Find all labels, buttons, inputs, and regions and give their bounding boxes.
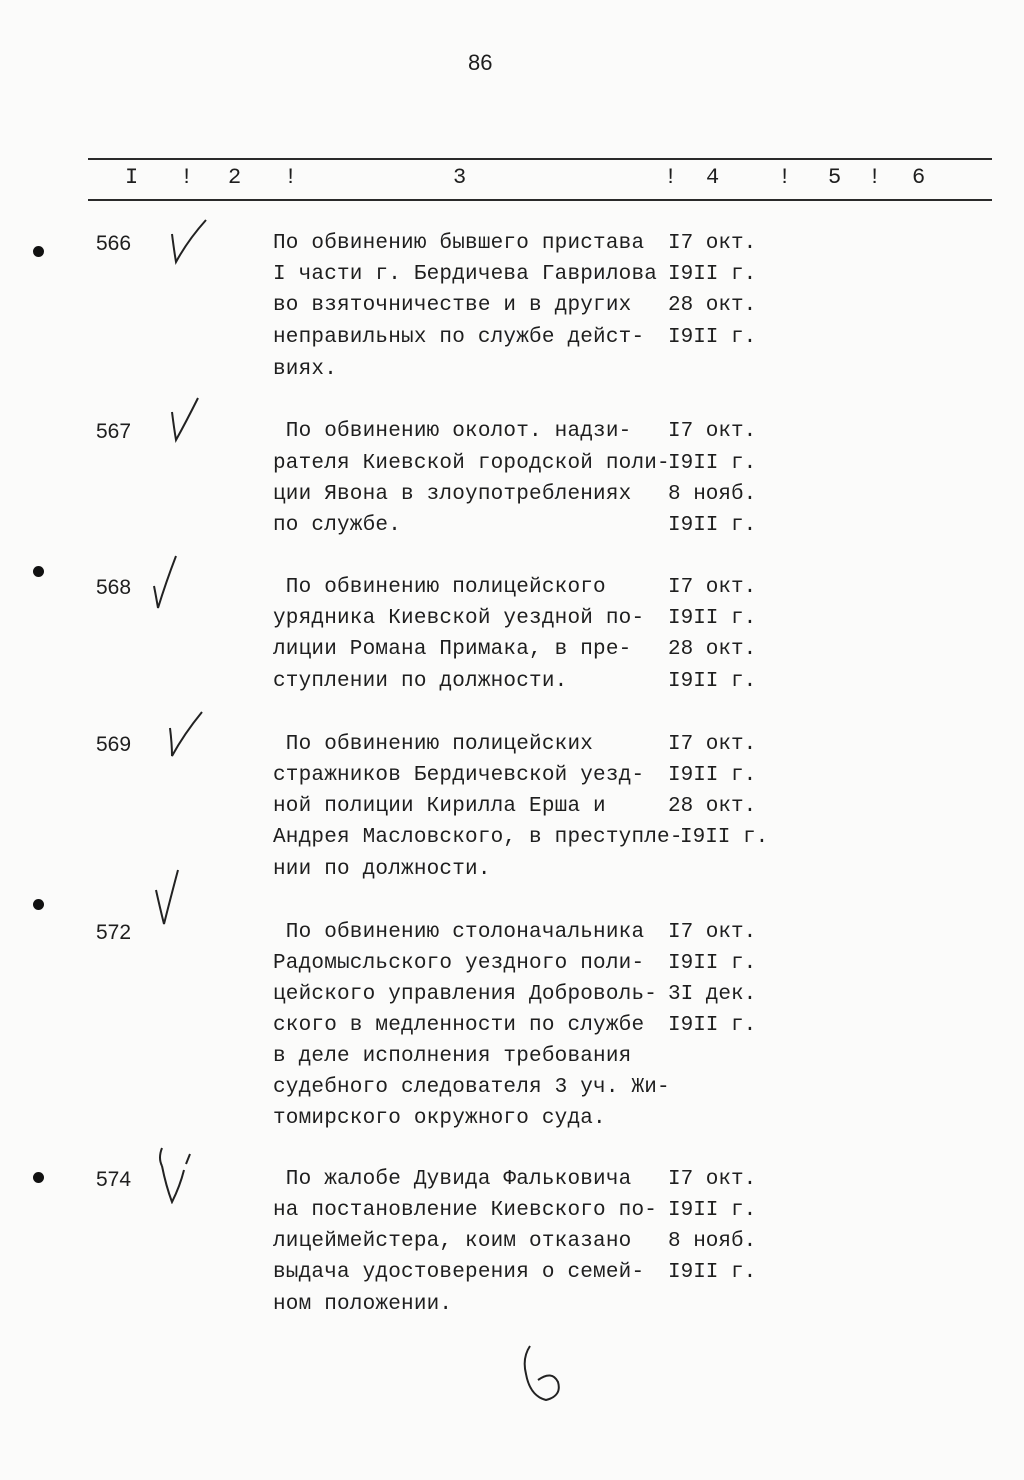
punch-hole xyxy=(33,899,44,910)
entry-date-line: I9II г. xyxy=(668,1014,757,1037)
entry-date-line: I7 окт. xyxy=(668,232,757,255)
entry-text-line: ского в медленности по службе xyxy=(273,1014,645,1037)
entry-text-line: По обвинению полицейских xyxy=(273,733,594,756)
entry-date-line: 28 окт. xyxy=(668,294,757,317)
header-top-rule xyxy=(88,158,992,160)
punch-hole xyxy=(33,246,44,257)
entry-text-line: По жалобе Дувида Фальковича xyxy=(273,1168,632,1191)
entry-number: 567 xyxy=(96,420,132,443)
entry-number: 568 xyxy=(96,576,132,599)
punch-hole xyxy=(33,1172,44,1183)
entry-date-line: I9II г. xyxy=(668,607,757,630)
entry-text-line: урядника Киевской уездной по- xyxy=(273,607,645,630)
entry-date-line: I9II г. xyxy=(668,263,757,286)
entry-text-line: судебного следователя 3 уч. Жи- xyxy=(273,1076,670,1099)
entry-text-line: По обвинению бывшего пристава xyxy=(273,232,645,255)
entry-date-line: I9II г. xyxy=(668,670,757,693)
column-header-6: 6 xyxy=(912,165,926,190)
entry-text-line: рателя Киевской городской поли- xyxy=(273,452,670,475)
entry-date-line: I9II г. xyxy=(668,952,757,975)
entry-date-line: I7 окт. xyxy=(668,921,757,944)
entry-text-line: лицеймейстера, коим отказано xyxy=(273,1230,632,1253)
entry-date-line: 3I дек. xyxy=(668,983,757,1006)
entry-text-line: Андрея Масловского, в преступле- xyxy=(273,826,683,849)
entry-text-line: неправильных по службе дейст- xyxy=(273,326,645,349)
entry-text-line: по службе. xyxy=(273,514,402,537)
header-bottom-rule xyxy=(88,199,992,201)
entry-date-line: I9II г. xyxy=(668,1261,757,1284)
entry-text-line: в деле исполнения требования xyxy=(273,1045,632,1068)
entry-date-line: 28 окт. xyxy=(668,795,757,818)
entry-number: 566 xyxy=(96,232,132,255)
punch-hole xyxy=(33,566,44,577)
entry-date-line: 8 нояб. xyxy=(668,483,757,506)
entry-text-line: во взяточничестве и в других xyxy=(273,294,632,317)
entry-date-line: I7 окт. xyxy=(668,420,757,443)
checkmark-icon xyxy=(150,868,210,928)
entry-text-line: По обвинению полицейского xyxy=(273,576,606,599)
entry-date-line: I9II г. xyxy=(668,326,757,349)
column-header-5: 5 xyxy=(828,165,842,190)
entry-text-line: лиции Романа Примака, в пре- xyxy=(273,638,632,661)
page-number: 86 xyxy=(468,50,493,75)
checkmark-icon xyxy=(150,392,210,452)
column-header-2: 2 xyxy=(228,165,242,190)
column-header-3: 3 xyxy=(453,165,467,190)
entry-date-line: I9II г. xyxy=(668,514,757,537)
entry-number: 574 xyxy=(96,1168,132,1191)
entry-date-line: I7 окт. xyxy=(668,576,757,599)
handwritten-mark-icon xyxy=(516,1340,566,1410)
checkmark-icon xyxy=(150,708,210,768)
entry-number: 569 xyxy=(96,733,132,756)
entry-text-line: По обвинению околот. надзи- xyxy=(273,420,632,443)
entry-text-line: томирского окружного суда. xyxy=(273,1107,606,1130)
entry-date-line: I9II г. xyxy=(668,452,757,475)
column-separator: ! xyxy=(180,165,194,190)
column-separator: ! xyxy=(284,165,298,190)
checkmark-icon xyxy=(150,552,210,612)
entry-date-line: I7 окт. xyxy=(668,733,757,756)
column-header-1: I xyxy=(125,165,139,190)
entry-text-line: По обвинению столоначальника xyxy=(273,921,645,944)
entry-date-line: I9II г. xyxy=(668,1199,757,1222)
entry-date-line: I7 окт. xyxy=(668,1168,757,1191)
column-header-4: 4 xyxy=(706,165,720,190)
entry-text-line: на постановление Киевского по- xyxy=(273,1199,658,1222)
entry-text-line: выдача удостоверения о семей- xyxy=(273,1261,645,1284)
entry-text-line: нии по должности. xyxy=(273,858,491,881)
entry-text-line: ции Явона в злоупотреблениях xyxy=(273,483,632,506)
entry-text-line: ной полиции Кирилла Ерша и xyxy=(273,795,606,818)
entry-date-line: I9II г. xyxy=(668,764,757,787)
column-separator: ! xyxy=(868,165,882,190)
entry-number: 572 xyxy=(96,921,132,944)
entry-text-line: виях. xyxy=(273,358,338,381)
entry-text-line: Радомысльского уездного поли- xyxy=(273,952,645,975)
entry-date-line: I9II г. xyxy=(680,826,769,849)
entry-date-line: 28 окт. xyxy=(668,638,757,661)
entry-text-line: ном положении. xyxy=(273,1293,453,1316)
column-separator: ! xyxy=(664,165,678,190)
entry-text-line: I части г. Бердичева Гаврилова xyxy=(273,263,658,286)
column-separator: ! xyxy=(778,165,792,190)
entry-text-line: ступлении по должности. xyxy=(273,670,568,693)
entry-text-line: цейского управления Доброволь- xyxy=(273,983,658,1006)
checkmark-icon xyxy=(150,1144,210,1204)
checkmark-icon xyxy=(150,212,210,272)
entry-text-line: стражников Бердичевской уезд- xyxy=(273,764,645,787)
entry-date-line: 8 нояб. xyxy=(668,1230,757,1253)
